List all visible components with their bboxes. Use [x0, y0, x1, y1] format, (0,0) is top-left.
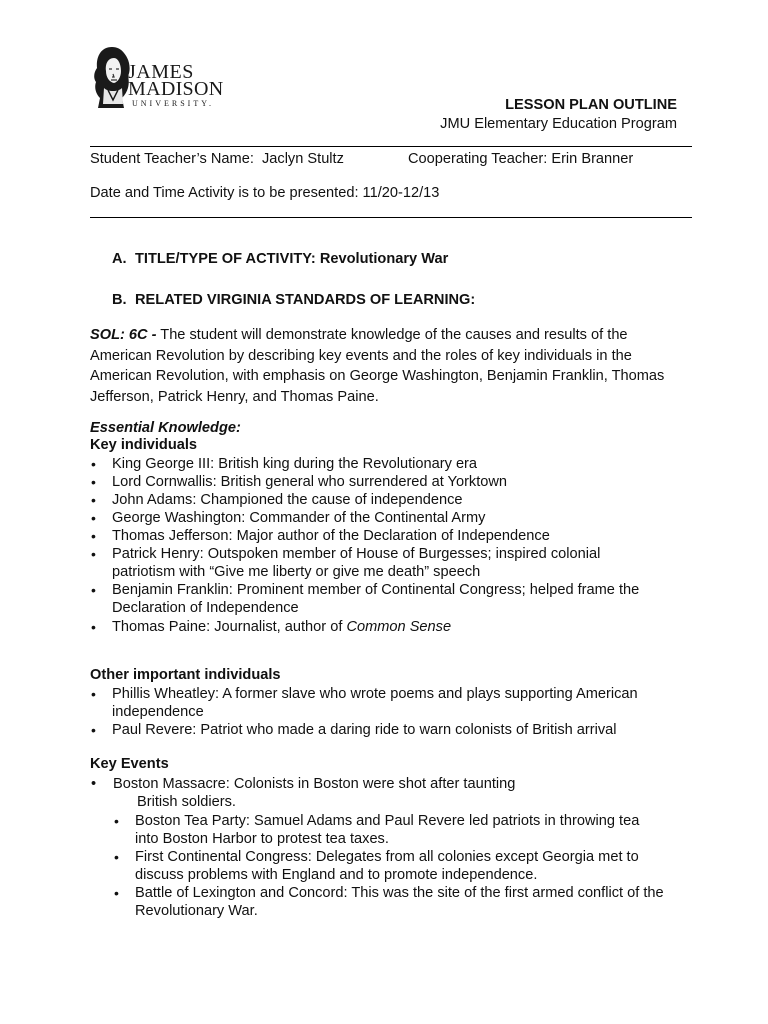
cooperating-teacher-name: Cooperating Teacher: Erin Branner [408, 151, 634, 167]
list-item: • Battle of Lexington and Concord: This was the site of the first armed conflict of the Revolutionary War. [113, 884, 665, 920]
section-a-title: TITLE/TYPE OF ACTIVITY: Revolutionary War [135, 251, 449, 267]
bullet-icon: • [91, 776, 97, 792]
logo-james: JAMES [128, 61, 194, 83]
section-a-marker: A. [112, 251, 127, 267]
other-individuals-heading: Other important individuals [90, 667, 281, 683]
logo-madison: MADISON [128, 78, 224, 100]
date-time: Date and Time Activity is to be presented: 11/20-12/13 [90, 185, 440, 201]
key-individuals-heading: Key individuals [90, 437, 198, 453]
key-events-list [113, 812, 665, 920]
other-individuals-list [90, 685, 680, 739]
program-name: JMU Elementary Education Program [440, 116, 677, 132]
list-item: • John Adams: Championed the cause of independence [90, 491, 680, 509]
logo-university: UNIVERSITY. [132, 99, 214, 108]
section-b-marker: B. [112, 292, 127, 308]
list-item: • Benjamin Franklin: Prominent member of Continental Congress; helped frame the Declaration of Independence [90, 581, 680, 617]
jmu-logo [90, 44, 240, 112]
key-event-first [90, 775, 680, 811]
student-teacher-name: Student Teacher’s Name: Jaclyn Stultz [90, 151, 344, 167]
essential-knowledge-heading: Essential Knowledge: [90, 420, 241, 436]
document-title: LESSON PLAN OUTLINE [505, 97, 677, 113]
key-events-heading: Key Events [90, 756, 169, 772]
sol-paragraph [90, 325, 670, 407]
list-item: • Thomas Jefferson: Major author of the Declaration of Independence [90, 527, 680, 545]
list-item: • Boston Tea Party: Samuel Adams and Paul Revere led patriots in throwing tea into Boston Harbor to protest tea taxes. [113, 812, 665, 848]
divider-bottom [90, 217, 692, 218]
sol-text: The student will demonstrate knowledge of the causes and results of the American Revolution by describing key events and the roles of key individuals in the American Revolution, with emphasis on George Washington, Benjamin Franklin, Thomas Jefferson, Patrick Henry, and Thomas Paine. [90, 327, 665, 405]
key-individuals-list [90, 455, 680, 636]
list-item: • First Continental Congress: Delegates from all colonies except Georgia met to discuss problems with England and to promote independence. [113, 848, 665, 884]
list-item: • Paul Revere: Patriot who made a daring ride to warn colonists of British arrival [90, 721, 680, 739]
sol-code: SOL: 6C - [90, 327, 157, 343]
key-event-first-line1: Boston Massacre: Colonists in Boston were shot after taunting [113, 776, 516, 792]
list-item: • King George III: British king during the Revolutionary era [90, 455, 680, 473]
divider-top [90, 146, 692, 147]
list-item: • Phillis Wheatley: A former slave who wrote poems and plays supporting American independence [90, 685, 680, 721]
list-item: • Lord Cornwallis: British general who surrendered at Yorktown [90, 473, 680, 491]
list-item: • Thomas Paine: Journalist, author of Common Sense [90, 618, 680, 636]
list-item: • Patrick Henry: Outspoken member of House of Burgesses; inspired colonial patriotism with “Give me liberty or give me death” speech [90, 545, 680, 581]
section-b-title: RELATED VIRGINIA STANDARDS OF LEARNING: [135, 292, 476, 308]
list-item: • George Washington: Commander of the Continental Army [90, 509, 680, 527]
key-event-first-line2: British soldiers. [137, 794, 236, 810]
